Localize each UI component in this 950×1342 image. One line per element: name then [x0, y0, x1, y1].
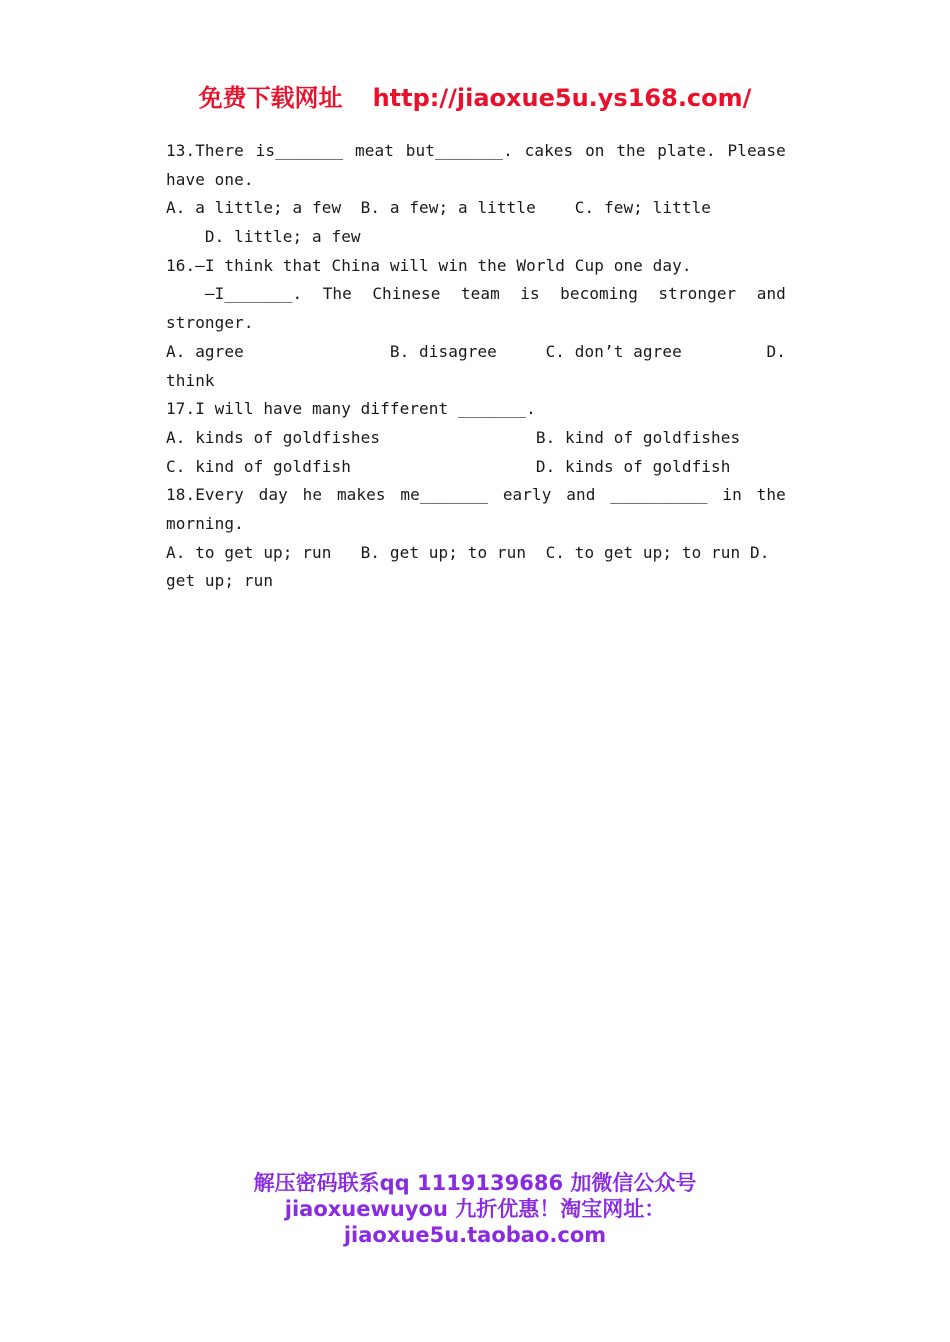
- question-16-options-2: think: [166, 370, 215, 390]
- question-16-options-1: A. agree B. disagree C. don’t agree D.: [166, 341, 786, 361]
- footer-taobao-url[interactable]: jiaoxue5u.taobao.com: [343, 1223, 607, 1247]
- footer-line-2: jiaoxuewuyou 九折优惠！淘宝网址：: [284, 1197, 666, 1221]
- question-18-options-2: get up; run: [166, 571, 274, 591]
- contact-footer: [0, 1170, 950, 1248]
- question-13-line-2: have one.: [166, 169, 254, 189]
- question-17-line-1: 17.I will have many different _______.: [166, 399, 536, 419]
- question-17-options-2: C. kind of goldfish D. kinds of goldfish: [166, 456, 731, 476]
- footer-line-1: 解压密码联系qq 1119139686 加微信公众号: [253, 1171, 697, 1195]
- question-13-options-2: D. little; a few: [166, 227, 361, 247]
- question-13-line-1: 13.There is_______ meat but_______. cakes on the plate. Please: [166, 141, 786, 160]
- download-site-label: 免费下载网址: [198, 84, 343, 112]
- question-18-line-2: morning.: [166, 513, 244, 533]
- question-16-line-1: 16.—I think that China will win the World Cup one day.: [166, 255, 692, 275]
- download-site-url[interactable]: http://jiaoxue5u.ys168.com/: [372, 84, 752, 112]
- question-18-line-1: 18.Every day he makes me_______ early and __________ in the: [166, 485, 786, 505]
- question-16-line-2: —I_______. The Chinese team is becoming stronger and: [166, 284, 786, 304]
- exercise-content: [166, 137, 786, 596]
- download-site-banner: [0, 78, 950, 113]
- question-17-options-1: A. kinds of goldfishes B. kind of goldfishes: [166, 427, 741, 447]
- question-13-options-1: A. a little; a few B. a few; a little C. few; little: [166, 198, 712, 218]
- question-18-options-1: A. to get up; run B. get up; to run C. to get up; to run D.: [166, 542, 770, 562]
- question-16-line-3: stronger.: [166, 313, 254, 333]
